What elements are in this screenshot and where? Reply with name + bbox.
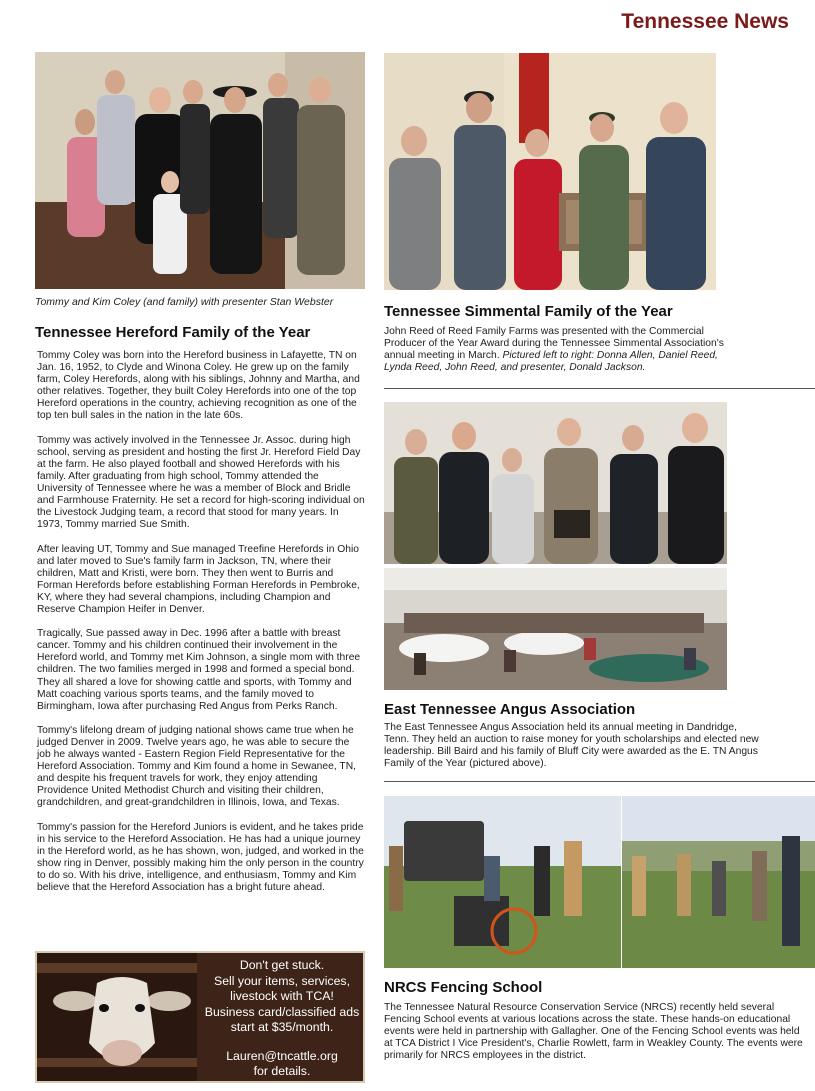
ad-text xyxy=(202,958,362,1080)
ad-email[interactable]: Lauren@tncattle.org xyxy=(226,1048,338,1063)
coley-photo-caption: Tommy and Kim Coley (and family) with presenter Stan Webster xyxy=(35,296,334,308)
ad-line-5: start at $35/month. xyxy=(230,1020,334,1034)
hereford-paragraph-1: Tommy Coley was born into the Hereford business in Lafayette, TN on Jan. 16, 1952, to Clyde and Winona Coley. He grew up on the family farm, Coley Herefords, along with his siblings, Johnny and Martha, and other relatives. Together, they built Coley Herefords into one of the top Hereford operations in the country, achieving recognition as one of the top ten bull sales in the nation in the late 60s. xyxy=(37,350,360,422)
ad-line-7: for details. xyxy=(253,1064,311,1078)
hereford-article xyxy=(37,350,365,894)
fencing-school-photo-right xyxy=(622,796,815,968)
divider-1 xyxy=(384,388,815,389)
simmental-article xyxy=(384,326,744,374)
angus-article: The East Tennessee Angus Association held its annual meeting in Dandridge, Tenn. They held an auction to raise money for youth scholarships and elected new leadership. Bill Baird and his family of Bluff City were awarded as the E. TN Angus Family of the Year (pictured above). xyxy=(384,722,759,770)
nrcs-heading: NRCS Fencing School xyxy=(384,979,543,996)
cow-ad-image xyxy=(37,953,197,1081)
nrcs-article: The Tennessee Natural Resource Conservation Service (NRCS) recently held several Fencing School events at various locations across the state. These hands-on educational events were held in partnership with Gallagher. One of the Fencing School events was held at TCA District I Vice President's, Charlie Rowlett, farm in Weakley County. The events were primarily for NRCS employees in the district. xyxy=(384,1002,803,1062)
ad-line-2: Sell your items, services, xyxy=(214,973,350,988)
hereford-paragraph-3: After leaving UT, Tommy and Sue managed Treefine Herefords in Ohio and later moved to Sue's family farm in Jackson, TN, where their children, Matt and Kristi, were born. They then went to Burris and Forman Herefords before establishing Forman Herefords in Pembroke, KY, where they had several champions, including Champion and Reserve Champion Heifer in Denver. xyxy=(37,543,360,615)
simmental-text: John Reed of Reed Family Farms was presented with the Commercial Producer of the Year Award during the Tennessee Simmental Association's annual meeting in March. xyxy=(384,326,724,362)
hereford-paragraph-4: Tragically, Sue passed away in Dec. 1996 after a battle with breast cancer. Tommy and his children continued their involvement in the Hereford world, and Tommy met Kim Johnson, a single mom with three children. The two families merged in 1998 and formed a special bond. They all shared a love for showing cattle and sports, with Tommy and Matt coaching various sports teams, and the family moved to Birmingham, Iowa after purchasing Red Angus from Perks Ranch. xyxy=(37,628,361,712)
classified-ad xyxy=(35,951,365,1083)
angus-family-photo xyxy=(384,402,727,564)
hereford-paragraph-5: Tommy's lifelong dream of judging national shows came true when he judged Denver in 2009. Twelve years ago, he was able to secure the job he always wanted - Eastern Region Field Representative for the Hereford Association. Tommy and Kim found a home in Sewanee, TN, and despite his frequent travels for work, they enjoy attending Providence United Methodist Church and visiting their children, grandchildren, and great-grandchildren in Illinois, Iowa, and Texas. xyxy=(37,724,356,809)
hereford-paragraph-2: Tommy was actively involved in the Tennessee Jr. Assoc. during high school, serving as president and hosting the first Jr. Hereford Field Day at the farm. He also played football and showed Herefords with his family. After graduating from high school, Tommy attended the University of Tennessee where he was a member of Block and Bridle and Farmhouse Fraternity. He set a record for high-scoring individual on the Livestock Judging team, a record that stood for many years. In 1973, Tommy married Sue Smith. xyxy=(37,434,365,531)
ad-line-3: livestock with TCA! xyxy=(230,989,334,1003)
fencing-school-photo-left xyxy=(384,796,621,968)
simmental-photo-caption: Pictured left to right: Donna Allen, Daniel Reed, Lynda Reed, John Reed, and presenter, Donald Jackson. xyxy=(384,350,718,374)
section-title: Tennessee News xyxy=(621,10,789,33)
ad-line-1: Don't get stuck. xyxy=(239,958,325,972)
simmental-photo xyxy=(384,53,716,290)
hereford-paragraph-6: Tommy's passion for the Hereford Juniors is evident, and he takes pride in his service to the Hereford Association. He has had a unique journey in the Hereford world, as he has shown, won, judged, and worked in the show ring in Denver, possibly making him the only person in the country to do so. With his drive, intelligence, and enthusiasm, Tommy and Kim believe that the Hereford Association has a bright future ahead. xyxy=(37,821,364,894)
coley-family-photo xyxy=(35,52,365,289)
angus-heading: East Tennessee Angus Association xyxy=(384,701,636,718)
angus-meeting-photo xyxy=(384,568,727,690)
divider-2 xyxy=(384,781,815,782)
hereford-heading: Tennessee Hereford Family of the Year xyxy=(35,324,311,341)
simmental-heading: Tennessee Simmental Family of the Year xyxy=(384,303,673,320)
ad-line-4: Business card/classified ads xyxy=(204,1004,360,1019)
